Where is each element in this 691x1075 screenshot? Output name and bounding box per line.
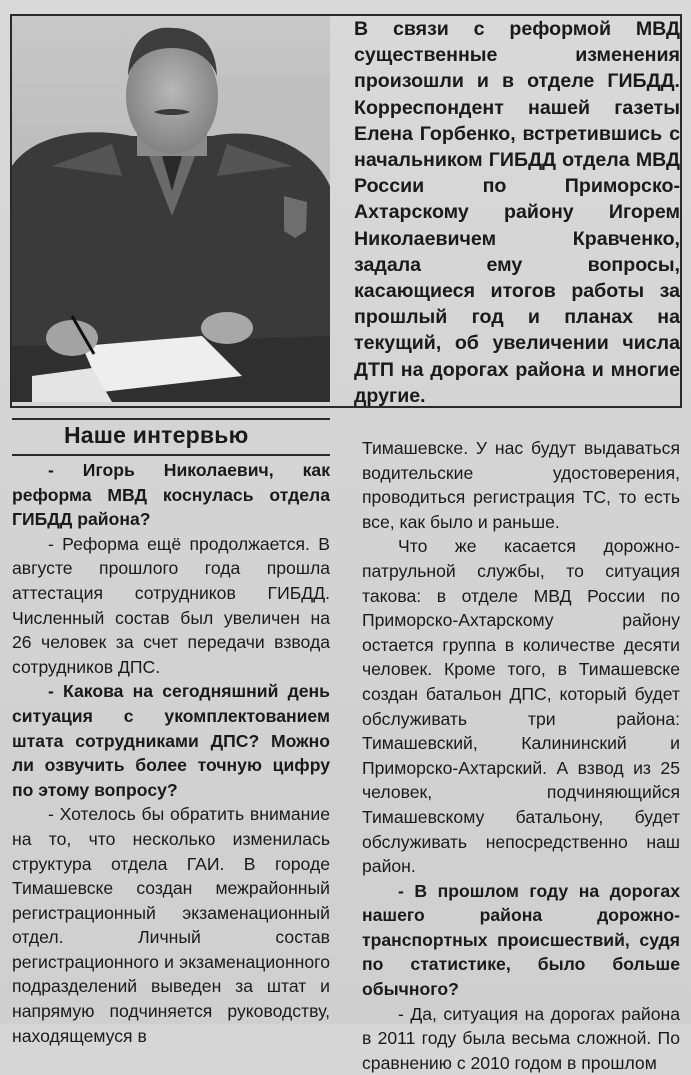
- question-1: - Игорь Николаевич, как реформа МВД коснулась отдела ГИБДД района?: [12, 460, 330, 530]
- rubric-rule-top: [12, 418, 330, 420]
- answer-3: - Да, ситуация на дорогах района в 2011 году была весьма сложной. По сравнению с 2010 годом в прошлом: [362, 1003, 680, 1073]
- article-column-2: [362, 436, 680, 1075]
- lead-paragraph: В связи с реформой МВД существенные изменения произошли и в отделе ГИБДД. Корреспондент нашей газеты Елена Горбенко, встретившись с начальником ГИБДД отдела МВД России по Приморско-Ахтарскому району Игорем Николаевичем Кравченко, задала ему вопросы, касающиеся итогов работы за прошлый год и планах на текущий, об увеличении числа ДТП на дорогах района и многие другие.: [354, 18, 680, 407]
- officer-portrait: [12, 16, 330, 402]
- interviewee-photo: [12, 16, 330, 402]
- question-3: - В прошлом году на дорогах нашего района дорожно-транспортных происшествий, судя по статистике, было больше обычного?: [362, 880, 680, 1000]
- answer-2: - Хотелось бы обратить внимание на то, что несколько изменилась структура отдела ГАИ. В городе Тимашевске создан межрайонный регистрационный экзаменационный отдел. Личный состав регистрационного и экзаменационного подразделений выведен за штат и напрямую подчиняется руководству, находящемуся в: [12, 804, 330, 1046]
- answer-2-continued: Тимашевске. У нас будут выдаваться водительские удостоверения, проводиться регистрация ТС, то есть все, как было и раньше.: [362, 438, 680, 532]
- rubric-rule-bottom: [12, 454, 330, 456]
- answer-1: - Реформа ещё продолжается. В августе прошлого года прошла аттестация сотрудников ГИБДД. Численный состав был увеличен на 26 человек за счет передачи взвода сотрудников ДПС.: [12, 533, 330, 677]
- article-column-1: [12, 458, 330, 1048]
- question-2: - Какова на сегодняшний день ситуация с укомплектованием штата сотрудниками ДПС? Можно ли озвучить более точную цифру по этому вопросу?: [12, 681, 330, 800]
- rubric-title: Наше интервью: [64, 422, 249, 448]
- rubric: [12, 418, 330, 456]
- answer-2-paragraph: Что же касается дорожно-патрульной службы, то ситуация такова: в отделе МВД России по Приморско-Ахтарскому району остается группа в количестве десяти человек. Кроме того, в Тимашевске создан батальон ДПС, который будет обслуживать три района: Тимашевский, Калининский и Приморско-Ахтарский. А взвод из 25 человек, подчиняющийся Тимашевскому батальону, будет обслуживать непосредственно наш район.: [362, 536, 680, 877]
